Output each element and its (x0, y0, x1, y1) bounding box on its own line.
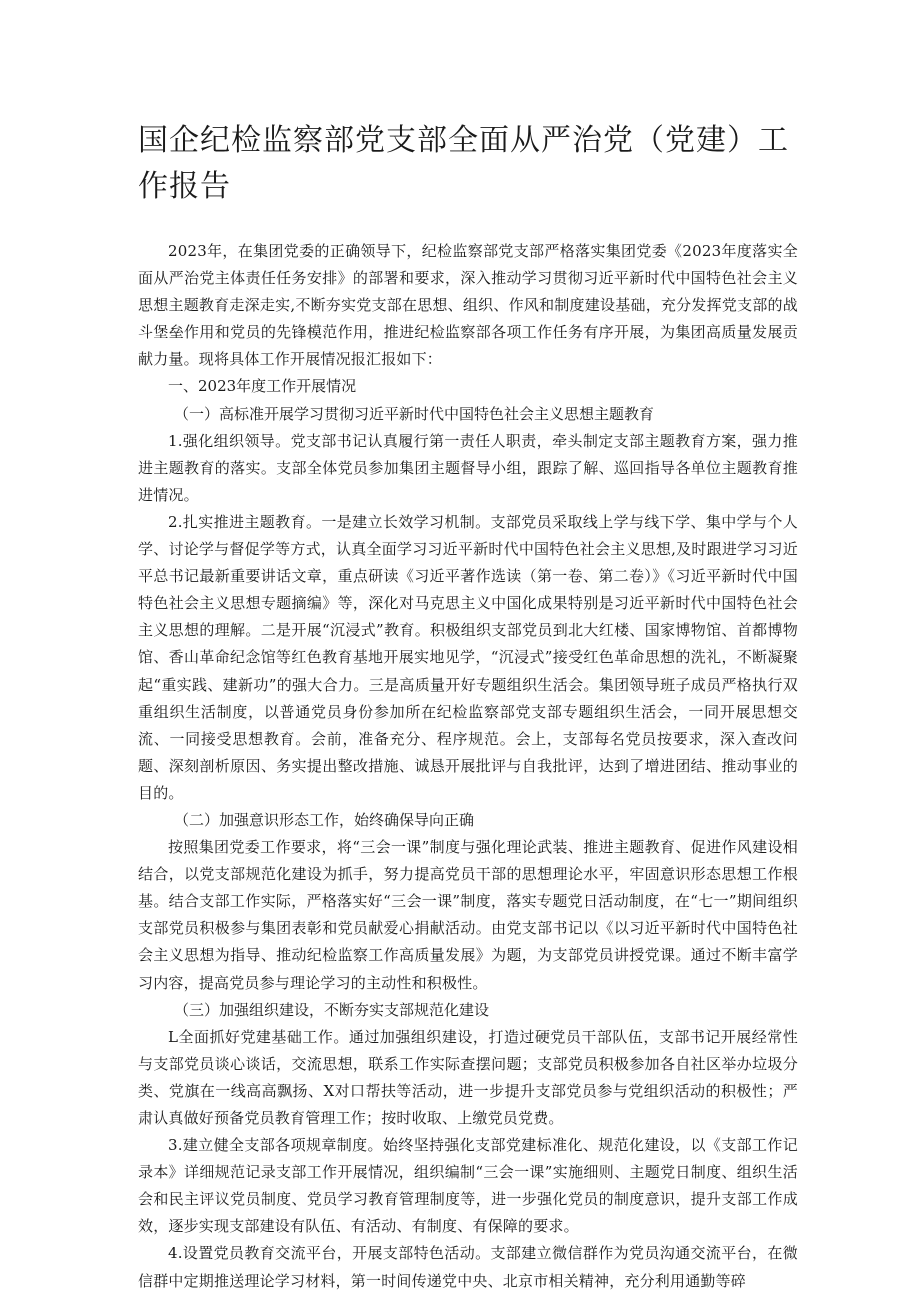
paragraph: 2.扎实推进主题教育。一是建立长效学习机制。支部党员采取线上学与线下学、集中学与个人学、讨论学与督促学等方式，认真全面学习习近平新时代中国特色社会主义思想,及时跟进学习习近平总书记最新重要讲话文章，重点研读《习近平著作选读（第一卷、第二卷）》《习近平新时代中国特色社会主义思想专题摘编》等，深化对马克思主义中国化成果特别是习近平新时代中国特色社会主义思想的理解。二是开展“沉浸式”教育。积极组织支部党员到北大红楼、国家博物馆、首都博物馆、香山革命纪念馆等红色教育基地开展实地见学，“沉浸式”接受红色革命思想的洗礼，不断凝聚起“重实践、建新功”的强大合力。三是高质量开好专题组织生活会。集团领导班子成员严格执行双重组织生活制度，以普通党员身份参加所在纪检监察部党支部专题组织生活会，一同开展思想交流、一同接受思想教育。会前，准备充分、程序规范。会上，支部每名党员按要求，深入查改问题、深刻剖析原因、务实提出整改措施、诚恳开展批评与自我批评，达到了增进团结、推动事业的目的。 (138, 512, 798, 802)
paragraph: 1.强化组织领导。党支部书记认真履行第一责任人职责，牵头制定支部主题教育方案，强力推进主题教育的落实。支部全体党员参加集团主题督导小组，跟踪了解、巡回指导各单位主题教育推进情况。 (138, 431, 798, 504)
document-title: 国企纪检监察部党支部全面从严治党（党建）工作报告 (138, 123, 789, 204)
paragraph: 按照集团党委工作要求，将“三会一课”制度与强化理论武装、推进主题教育、促进作风建设相结合，以党支部规范化建设为抓手，努力提高党员干部的思想理论水平，牢固意识形态思想工作根基。结合支部工作实际，严格落实好“三会一课”制度，落实专题党日活动制度，在“七一”期间组织支部党员积极参与集团表彰和党员献爱心捐献活动。由党支部书记以《以习近平新时代中国特色社会主义思想为指导、推动纪检监察工作高质量发展》为题，为支部党员讲授党课。通过不断丰富学习内容，提高党员参与理论学习的主动性和积极性。 (138, 838, 798, 992)
paragraph: 4.设置党员教育交流平台，开展支部特色活动。支部建立微信群作为党员沟通交流平台，在微信群中定期推送理论学习材料，第一时间传递党中央、北京市相关精神，充分利用通勤等碎 (138, 1244, 798, 1290)
section-heading: 一、2023年度工作开展情况 (168, 377, 357, 396)
subsection-heading: （一）高标准开展学习贯彻习近平新时代中国特色社会主义思想主题教育 (174, 404, 655, 423)
paragraph: 3.建立健全支部各项规章制度。始终坚持强化支部党建标准化、规范化建设，以《支部工作记录本》详细规范记录支部工作开展情况，组织编制“三会一课”实施细则、主题党日制度、组织生活会和民主评议党员制度、党员学习教育管理制度等，进一步强化党员的制度意识，提升支部工作成效，逐步实现支部建设有队伍、有活动、有制度、有保障的要求。 (138, 1136, 798, 1236)
intro-paragraph: 2023年，在集团党委的正确领导下，纪检监察部党支部严格落实集团党委《2023年度落实全面从严治党主体责任任务安排》的部署和要求，深入推动学习贯彻习近平新时代中国特色社会主义思想主题教育走深走实,不断夯实党支部在思想、组织、作风和制度建设基础，充分发挥党支部的战斗堡垒作用和党员的先锋模范作用，推进纪检监察部各项工作任务有序开展，为集团高质量发展贡献力量。现将具体工作开展情况报汇报如下： (138, 242, 798, 369)
document-page (138, 118, 798, 1295)
paragraph: L全面抓好党建基础工作。通过加强组织建设，打造过硬党员干部队伍，支部书记开展经常性与支部党员谈心谈话，交流思想，联系工作实际查摆问题；支部党员积极参加各自社区举办垃圾分类、党旗在一线高高飘扬、X对口帮扶等活动，进一步提升支部党员参与党组织活动的积极性；严肃认真做好预备党员教育管理工作；按时收取、上缴党员党费。 (138, 1027, 798, 1127)
subsection-heading: （二）加强意识形态工作，始终确保导向正确 (174, 810, 475, 829)
subsection-heading: （三）加强组织建设，不断夯实支部规范化建设 (174, 1000, 490, 1019)
